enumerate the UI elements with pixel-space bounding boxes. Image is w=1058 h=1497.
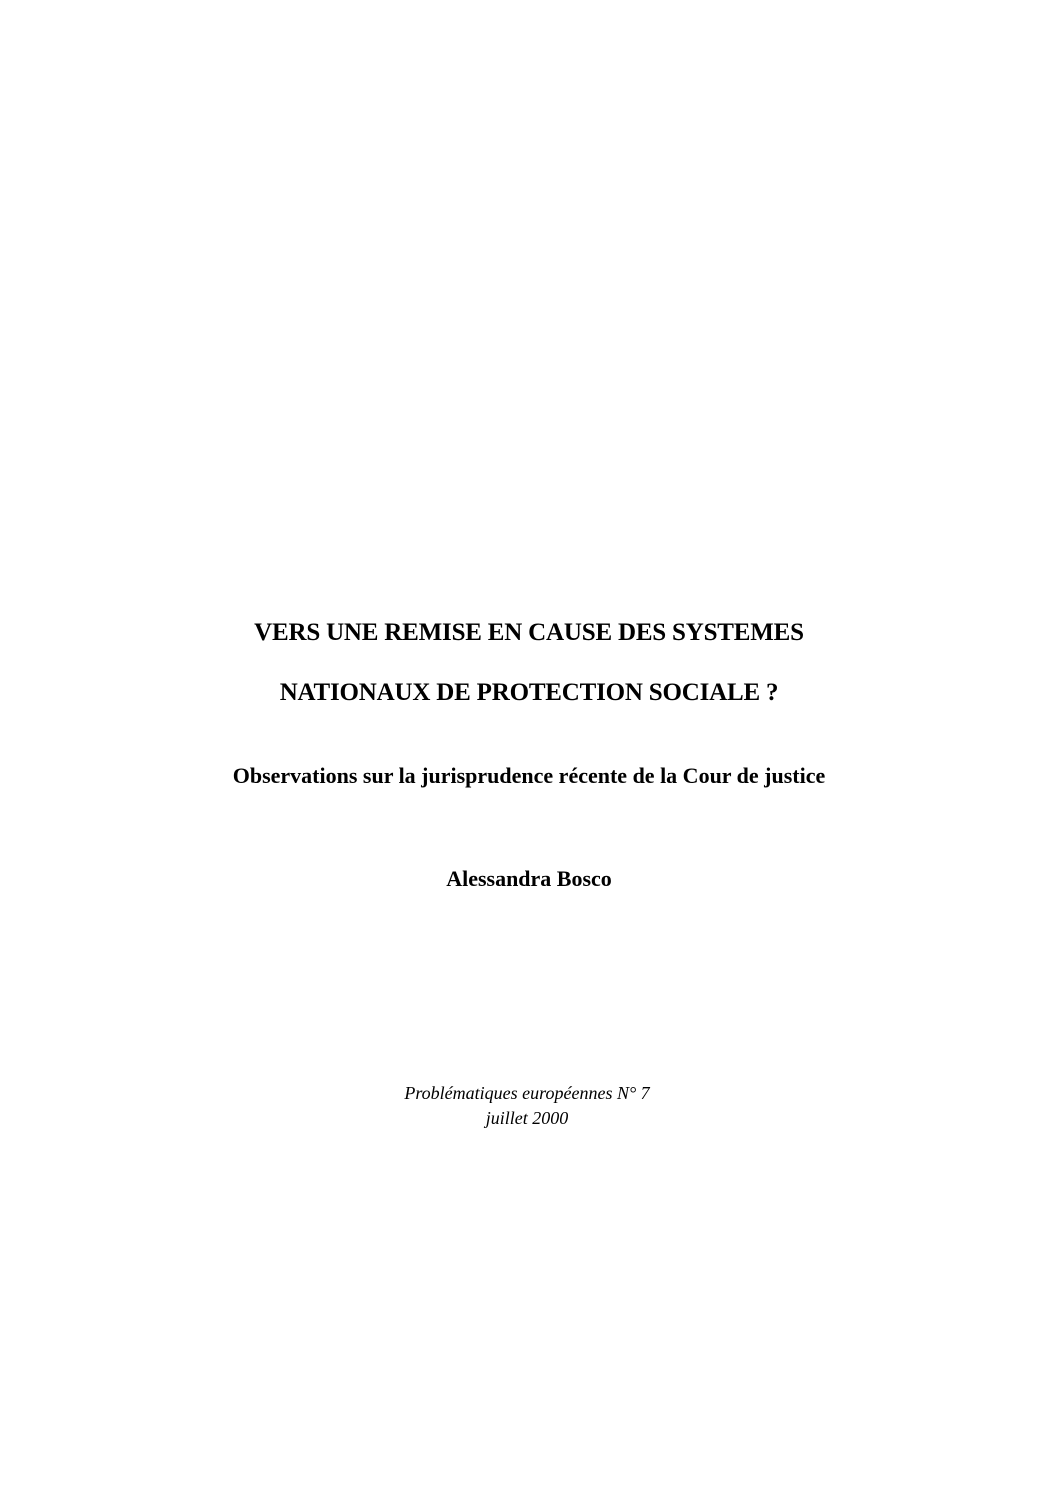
subtitle: Observations sur la jurisprudence récente de la Cour de justice [232,763,826,788]
title-line-1: VERS UNE REMISE EN CAUSE DES SYSTEMES [254,619,804,646]
author-name: Alessandra Bosco [446,866,612,891]
series-label: Problématiques européennes N° 7 [404,1083,650,1103]
title-line-2: NATIONAUX DE PROTECTION SOCIALE ? [279,679,779,706]
publication-date: juillet 2000 [485,1108,569,1128]
